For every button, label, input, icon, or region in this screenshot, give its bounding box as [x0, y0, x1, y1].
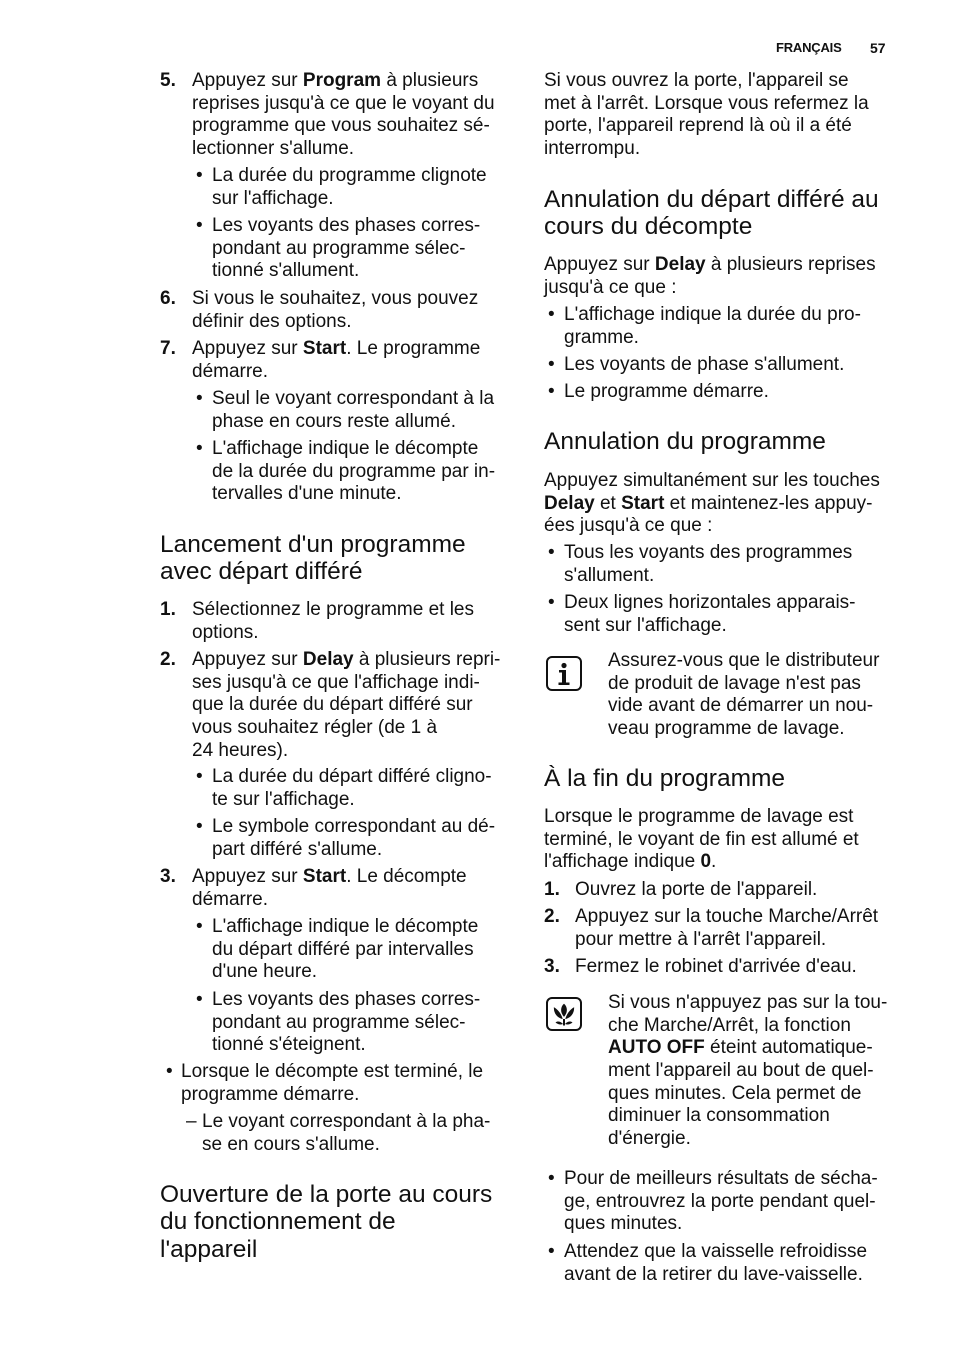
step-5-text-end: à plusieurs reprises jusqu'à ce que le voyant du programme que vous souhaitez sé- lectionner s'allume. [192, 70, 495, 159]
bullet-marker: • [196, 165, 203, 186]
eco-icon-stem [563, 1019, 565, 1026]
start-key-name: Start [621, 492, 665, 514]
cancel-program-bullet-2: Deux lignes horizontales apparais- sent sur l'affichage. [564, 592, 856, 636]
bullet-marker: • [196, 215, 203, 236]
program-end-bullet-1: Pour de meilleurs résultats de sécha- ge, entrouvrez la porte pendant quel- ques minutes. [564, 1168, 878, 1235]
delayed-step-2-bullet-2: Le symbole correspondant au dé- part différé s'allume. [212, 816, 496, 860]
step-5-text [192, 70, 495, 161]
eco-leaf-icon [546, 997, 582, 1031]
cancel-delay-intro-start: Appuyez sur [544, 254, 655, 275]
start-key-name: Start [302, 866, 347, 887]
section-heading-door-opening: Ouverture de la porte au cours du fonctionnement de l'appareil [160, 1181, 493, 1263]
cancel-delay-bullet-2: Les voyants de phase s'allument. [564, 354, 845, 375]
section-heading-program-end: À la fin du programme [544, 765, 786, 792]
delay-key-name: Delay [654, 254, 706, 275]
bullet-marker: • [548, 304, 555, 325]
step-6-number: 6. [160, 288, 176, 309]
bullet-marker: • [196, 766, 203, 787]
program-end-intro-end: . [711, 851, 717, 873]
bullet-marker: • [196, 388, 203, 409]
bullet-marker: • [548, 381, 555, 402]
bullet-marker: • [196, 816, 203, 837]
delay-key-name: Delay [302, 649, 354, 670]
cancel-program-intro [544, 470, 880, 538]
bullet-marker: • [548, 592, 555, 613]
start-key-name: Start [302, 338, 347, 359]
end-step-1-number: 1. [544, 879, 560, 900]
cancel-program-bullet-1: Tous les voyants des programmes s'allument. [564, 542, 853, 586]
page-number: 57 [870, 40, 886, 56]
delayed-step-3-text-end: . Le décompte démarre. [192, 866, 467, 910]
section-heading-cancel-program: Annulation du programme [544, 428, 826, 455]
info-icon-stem [559, 670, 570, 685]
cancel-delay-intro-end: à plusieurs reprises jusqu'à ce que : [544, 254, 876, 298]
bullet-marker: • [196, 989, 203, 1010]
cancel-delay-intro [544, 254, 876, 299]
end-step-3-text: Fermez le robinet d'arrivée d'eau. [575, 956, 857, 977]
delay-key-name: Delay [544, 492, 595, 514]
bullet-marker: • [196, 916, 203, 937]
delayed-step-2-number: 2. [160, 649, 176, 670]
step-7-text [192, 338, 480, 383]
step-5-text-start: Appuyez sur [192, 70, 303, 91]
bullet-marker: • [548, 1168, 555, 1189]
delayed-step-3-text-start: Appuyez sur [192, 866, 303, 887]
step-5-bullet-2: Les voyants des phases corres- pondant au programme sélec- tionné s'allument. [212, 215, 481, 282]
door-opening-text: Si vous ouvrez la porte, l'appareil se met à l'arrêt. Lorsque vous refermez la porte, l'appareil reprend là où il a été interrompu. [544, 70, 869, 159]
eco-icon-right-leaf [565, 1022, 573, 1025]
eco-icon-left-leaf [556, 1022, 564, 1025]
cancel-delay-bullet-3: Le programme démarre. [564, 381, 769, 402]
end-step-2-text: Appuyez sur la touche Marche/Arrêt pour mettre à l'arrêt l'appareil. [575, 906, 879, 950]
delayed-step-2-text-end: à plusieurs repri- ses jusqu'à ce que l'affichage indi- que la durée du départ différé sur vous souhaitez régler (de 1 à 24 heures). [192, 649, 501, 761]
info-note-text: Assurez-vous que le distributeur de produit de lavage n'est pas vide avant de démarrer un nou- veau programme de lavage. [608, 650, 880, 739]
countdown-end-bullet: Lorsque le décompte est terminé, le programme démarre. [181, 1061, 484, 1105]
countdown-end-dash-item: Le voyant correspondant à la pha- se en cours s'allume. [202, 1111, 491, 1155]
bullet-marker: • [166, 1061, 173, 1082]
eco-note-text [608, 992, 887, 1151]
delayed-step-2-text [192, 649, 500, 762]
section-heading-delayed-start: Lancement d'un programme avec départ différé [160, 531, 466, 586]
cancel-program-intro-end: et maintenez-les appuy- ées jusqu'à ce que : [544, 492, 873, 537]
program-end-bullet-2: Attendez que la vaisselle refroidisse avant de la retirer du lave-vaisselle. [564, 1241, 868, 1285]
delayed-step-3-number: 3. [160, 866, 176, 887]
cancel-delay-bullet-1: L'affichage indique la durée du pro- gramme. [564, 304, 861, 348]
delayed-step-1-number: 1. [160, 599, 176, 620]
program-end-intro-start: Lorsque le programme de lavage est terminé, le voyant de fin est allumé et l'affichage indique [544, 806, 859, 873]
delayed-step-3-bullet-2: Les voyants des phases corres- pondant au programme sélec- tionné s'éteignent. [212, 989, 481, 1056]
header-language: FRANÇAIS [776, 40, 842, 55]
step-7-text-start: Appuyez sur [192, 338, 303, 359]
step-7-bullet-2: L'affichage indique le décompte de la durée du programme par in- tervalles d'une minute. [212, 438, 496, 505]
step-7-number: 7. [160, 338, 176, 359]
eco-note-text-end: éteint automatique- ment l'appareil au bout de quel- ques minutes. Cela permet de diminuer la consommation d'énergie. [608, 1037, 874, 1149]
program-key-name: Program [302, 70, 382, 91]
section-heading-cancel-delay: Annulation du départ différé au cours du décompte [544, 186, 879, 241]
auto-off-function-name: AUTO OFF [608, 1037, 705, 1059]
dash-marker: – [186, 1111, 197, 1132]
delayed-step-1-text: Sélectionnez le programme et les options. [192, 599, 474, 643]
bullet-marker: • [196, 438, 203, 459]
delayed-step-3-bullet-1: L'affichage indique le décompte du départ différé par intervalles d'une heure. [212, 916, 479, 983]
step-7-text-end: . Le programme démarre. [192, 338, 481, 382]
delayed-step-3-text [192, 866, 467, 911]
end-step-1-text: Ouvrez la porte de l'appareil. [575, 879, 818, 900]
bullet-marker: • [548, 1241, 555, 1262]
eco-note-text-start: Si vous n'appuyez pas sur la tou- che Marche/Arrêt, la fonction [608, 992, 888, 1036]
delayed-step-2-text-start: Appuyez sur [192, 649, 303, 670]
cancel-program-intro-start: Appuyez simultanément sur les touches [544, 470, 880, 491]
program-end-intro [544, 806, 859, 874]
step-5-number: 5. [160, 70, 176, 91]
bullet-marker: • [548, 354, 555, 375]
bullet-marker: • [548, 542, 555, 563]
step-6-text: Si vous le souhaitez, vous pouvez définir des options. [192, 288, 479, 332]
display-zero-value: 0 [700, 851, 712, 873]
step-5-bullet-1: La durée du programme clignote sur l'affichage. [212, 165, 487, 209]
step-7-bullet-1: Seul le voyant correspondant à la phase en cours reste allumé. [212, 388, 495, 432]
end-step-3-number: 3. [544, 956, 560, 977]
info-icon-dot [561, 663, 566, 668]
cancel-program-intro-and: et [594, 492, 622, 514]
end-step-2-number: 2. [544, 906, 560, 927]
delayed-step-2-bullet-1: La durée du départ différé cligno- te sur l'affichage. [212, 766, 492, 810]
info-icon [546, 656, 582, 691]
